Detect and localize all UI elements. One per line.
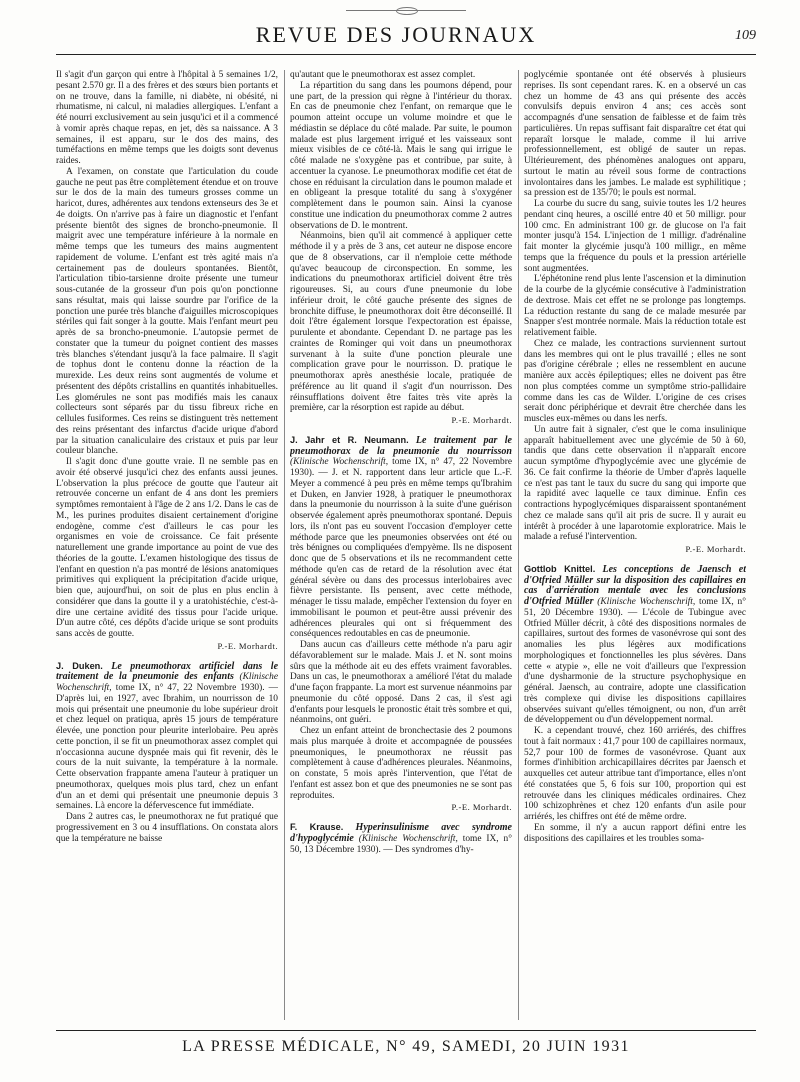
- article-author: Gottlob Knittel.: [524, 563, 596, 574]
- paragraph: qu'autant que le pneumothorax est assez complet.: [290, 70, 476, 80]
- signature: P.-E. Morhardt.: [451, 415, 512, 425]
- article-header: [524, 564, 746, 726]
- article-source: (Klinische Wochenschrift,: [597, 597, 696, 607]
- header-ornament: [346, 10, 466, 17]
- article-header: [290, 435, 512, 640]
- header-rule: [56, 54, 756, 55]
- article-source: (Klinische Wochenschrift,: [56, 672, 278, 693]
- column-2: [290, 70, 512, 1020]
- column-divider: [284, 70, 285, 1020]
- article-author: J. Duken.: [56, 660, 103, 671]
- paragraph: Néanmoins, bien qu'il ait commencé à appliquer cette méthode il y a près de 3 ans, cet auteur ne dispose encore que de 8 observations, car il n'emploie cette méthode qu'avec beaucoup de circonspection. En somme, les indications du pneumothorax artificiel doivent être très rigoureuses. Si, au cours d'une pneumonie du lobe inférieur droit, le côté gauche présente des signes de bronchite diffuse, le pneumothorax doit être déconseillé. Il doit l'être également lorsque l'expectoration est épaisse, purulente et abondante. Cependant D. ne partage pas les craintes de Rominger qui voit dans un pneumothorax survenant à la suite d'une ponction pleurale une complication grave pour le nourrisson. D. pratique le pneumothorax après anesthésie locale, pratiquée de préférence au lit quand il s'agit d'un nourrisson. Des réinsufflations doivent être faites très vite après la première, car la résorption est rapide au début.: [290, 231, 512, 414]
- article-header: [290, 822, 512, 855]
- article-body: tome IX, n° 50, 13 Décembre 1930). — Des syndromes d'hy-: [290, 833, 512, 855]
- article-title: Le pneumothorax artificiel dans le traitement de la pneumonie des enfants: [56, 660, 278, 683]
- article-body: tome IX, n° 51, 20 Décembre 1930). — L'école de Tubingue avec Otfried Müller décrit, à côté des dispositions normales de capillaires, surtout des formes de vasonévrose qui sont des anomalies les plus légères aux modifications morphologiques et fonctionnelles les plus sévères. Dans cette « atypie », elle ne voit d'ailleurs que l'expression d'une dysharmonie de la structure psychophysique en général. Jaensch, au contraire, adopte une classification très complexe qui divise les dispositions capillaires observées suivant qu'elles témoignent, ou non, d'un arrêt de développement ou d'un développement normal.: [524, 597, 746, 726]
- article-source: (Klinische Wochenschrift,: [358, 833, 458, 844]
- article-author: F. Krause.: [290, 822, 344, 832]
- page-title: REVUE DES JOURNAUX: [255, 22, 537, 47]
- column-3: [524, 70, 746, 1020]
- paragraph: Dans aucun cas d'ailleurs cette méthode n'a paru agir défavorablement sur le malade. Mais J. et N. sont moins sûrs que la méthode ait eu des effets vraiment favorables. Dans un cas, le pneumothorax a amélioré l'état du malade d'une façon frappante. La mort est survenue néanmoins par pneumonie du côté opposé. Dans 2 cas, il s'est agi d'enfants pour lesquels le pronostic était très sombre et qui, néanmoins, ont guéri.: [290, 640, 512, 726]
- page-footer: LA PRESSE MÉDICALE, N° 49, SAMEDI, 20 JUIN 1931: [182, 1038, 630, 1055]
- paragraph: poglycémie spontanée ont été observés à plusieurs reprises. Ils sont cependant rares. K. en a observé un cas chez un homme de 43 ans qui présente des accès convulsifs depuis environ 4 ans; ces accès sont accompagnés d'une sensation de faiblesse et de faim très particulières. Un repas suffisant fait disparaître cet état qui reparaît lorsque le malade, comme il lui arrive professionnellement, est obligé de sauter un repas. Ultérieurement, des phénomènes analogues ont apparu, surtout le matin au réveil sous forme de contractions involontaires dans les jambes. Le malade est syphilitique ; sa pression est de 135/70; le pouls est normal.: [524, 70, 746, 199]
- text-columns: [56, 70, 756, 1020]
- signature: P.-E. Morhardt.: [685, 544, 746, 554]
- signature: P.-E. Morhardt.: [217, 640, 278, 651]
- signature: P.-E. Morhardt.: [451, 802, 512, 813]
- paragraph: Dans 2 autres cas, le pneumothorax ne fut pratiqué que progressivement en 3 ou 4 insufflations. On constata alors que la température ne baisse: [56, 812, 278, 844]
- paragraph: Chez ce malade, les contractions surviennent surtout dans les membres qui ont le plus travaillé ; elles ne sont pas d'origine cérébrale ; elles ne ressemblent en aucune manière aux accès épileptiques; elles ne doivent pas être non plus comptées comme un symptôme strio-pallidaire comme dans les cas de Wilder. L'origine de ces crises serait donc périphérique et devrait être cherchée dans les muscles eux-mêmes ou dans les nerfs.: [524, 338, 746, 424]
- paragraph: Il s'agit d'un garçon qui entre à l'hôpital à 5 semaines 1/2, pesant 2.570 gr. Il a des frères et des sœurs bien portants et on ne trouve, dans la famille, ni diabète, ni obésité, ni rhumatisme, ni calcul, ni maladies allergiques. L'enfant a été nourri exclusivement au sein jusqu'ici et il a commencé à vomir après chaque repas, en jet, dès sa naissance. A 3 semaines, il est apparu, sur le dos des mains, des tuméfactions en même temps que les doigts sont devenus raides.: [56, 70, 278, 166]
- paragraph: Chez un enfant atteint de bronchectasie des 2 poumons mais plus marquée à droite et accompagnée de poussées pneumoniques, le pneumothorax ne réussit pas complètement à cause d'adhérences pleurales. Néanmoins, on constate, 5 mois après l'intervention, que l'état de l'enfant est assez bon et que des pneumonies ne se sont pas reproduites.: [290, 726, 512, 801]
- paragraph: A l'examen, on constate que l'articulation du coude gauche ne peut pas être complètement étendue et on trouve sur le dos de la main des tumeurs grosses comme un haricot, dures, adhérentes aux tendons extenseurs des 3e et 4e doigts. On n'arrive pas à faire un diagnostic et l'enfant présente bientôt des signes de broncho-pneumonie. Il maigrit avec une température inférieure à la normale en même temps que les tumeurs des mains augmentent rapidement de volume. L'enfant est très agité mais n'a certainement pas de douleurs spontanées. Bientôt, l'articulation tibio-tarsienne droite présente une tumeur sous-cutanée de la grosseur d'un pois qu'on ponctionne sans résultat, mais qui laisse sourdre par l'orifice de la ponction une purée très blanche d'aiguilles microscopiques stériles qui fait songer à la goutte. Mais l'enfant meurt peu après de sa broncho-pneumonie. L'autopsie permet de constater que la tumeur du poignet contient des masses très blanches s'étendant jusqu'à la face palmaire. Il s'agit de tophus dont le contenu donne la réaction de la murexide. Les deux reins sont augmentés de volume et présentent des dépôts cristallins en quantités inhabituelles. Les glomérules ne sont pas modifiés mais les canaux collecteurs sont séparés par du tissu fibreux riche en cellules fusiformes. Ces reins se distinguent très nettement des reins présentant des infarctus d'acide urique d'abord par la situation canaliculaire des cristaux et puis par leur couleur blanche.: [56, 166, 278, 457]
- article-author: J. Jahr et R. Neumann.: [290, 434, 409, 445]
- paragraph: La répartition du sang dans les poumons dépend, pour une part, de la pression qui règne à l'intérieur du thorax. En cas de pneumonie chez l'enfant, on remarque que le poumon atteint occupe un volume moindre et que le médiastin se déplace du côté malade. Par suite, le poumon malade est plus largement irrigué et les vaisseaux sont mieux visibles de ce côté-là. Mais le sang qui irrigue le côté malade ne s'oxygène pas et contribue, par suite, à accentuer la cyanose. Le pneumothorax modifie cet état de chose en réduisant la circulation dans le poumon malade et en obligeant la presque totalité du sang à s'oxygéner complètement dans le poumon sain. Ainsi la cyanose constitue une indication du pneumothorax comme 2 autres observations de D. le montrent.: [290, 80, 512, 231]
- article-title: Le traitement par le pneumothorax de la pneumonie du nourrisson: [290, 434, 512, 457]
- article-title: Les conceptions de Jaensch et d'Otfried Müller sur la disposition des capillaires en cas d'arriération mentale avec les conclusions d'Otfried Müller: [524, 563, 746, 607]
- paragraph: K. a cependant trouvé, chez 160 arriérés, des chiffres tout à fait normaux : 41,7 pour 100 de capillaires normaux, 52,7 pour 100 de formes de vasonévrose. Quant aux formes d'inhibition archicapillaires décrites par Jaensch et auxquelles cet auteur attribue tant d'importance, elles n'ont été constatées que 5, 6 fois sur 100, proportion qui est retrouvée dans les cliniques médicales ordinaires. Chez 100 schizophrènes et chez 120 enfants d'un asile pour arriérés, les chiffres ont été de même ordre.: [524, 726, 746, 822]
- article-body: tome IX, n° 47, 22 Novembre 1930). — J. et N. rapportent dans leur article que L.-F. Meyer a commencé à peu près en même temps qu'Ibrahim et Duken, en Janvier 1928, à pratiquer le pneumothorax dans la pneumonie du nourrisson à la suite d'une guérison observée également après pneumothorax spontané. Depuis lors, ils n'ont pas eu souvent l'occasion d'employer cette méthode parce que les pneumonies observées ont été ou très bénignes ou compliquées d'empyème. Ils ne disposent donc que de 5 observations et ils ne recommandent cette méthode qu'en cas de retard de la résolution avec état général sévère ou dans des processus interlobaires avec fièvre persistante. Ils pensent, avec cette méthode, ménager le tissu malade, empêcher l'extension du foyer en immobilisant le poumon et peut-être aussi prévenir des adhérences pleurales qui ont si fréquemment des conséquences redoutables en cas de pneumonie.: [290, 457, 512, 640]
- column-1: [56, 70, 278, 1020]
- article-title: Hyperinsulinisme avec syndrome d'hypoglycémie: [290, 822, 512, 844]
- paragraph: En somme, il n'y a aucun rapport défini entre les dispositions des capillaires et les troubles soma-: [524, 822, 746, 844]
- paragraph: La courbe du sucre du sang, suivie toutes les 1/2 heures pendant cinq heures, a oscillé entre 40 et 50 milligr. pour 100 cmc. En administrant 100 gr. de glucose on l'a fait monter jusqu'à 154. L'injection de 1 milligr. d'adrénaline fait monter la glycémie jusqu'à 100 milligr., en même temps que la fréquence du pouls et la pression artérielle sont augmentées.: [524, 199, 746, 274]
- footer-rule: [56, 1030, 756, 1031]
- column-divider: [518, 70, 519, 1020]
- article-header: [56, 661, 278, 813]
- paragraph: L'éphétonine rend plus lente l'ascension et la diminution de la courbe de la glycémie consécutive à l'administration de dextrose. Mais cet effet ne se prolonge pas longtemps. La réduction restante du sang de ce malade mesurée par Snapper s'est montrée normale. Mais la réduction totale est relativement faible.: [524, 274, 746, 338]
- journal-page: [56, 0, 756, 1082]
- page-number: 109: [735, 28, 756, 43]
- article-source: (Klinische Wochenschrift,: [290, 457, 389, 468]
- article-body: tome IX, n° 47, 22 Novembre 1930). — D'après lui, en 1927, avec Ibrahim, un nourrisson de 10 mois qui présentait une pneumonie du lobe supérieur droit et chez lequel on pratiqua, après 15 jours de température élevée, une ponction pour pleurite interlobaire. Peu après cette ponction, il se fit un pneumothorax assez complet qui n'occasionna aucune dyspnée mais qui fit revenir, dès le cours de la nuit suivante, la température à la normale. Cette observation frappante amena l'auteur à pratiquer un pneumothorax, quelques mois plus tard, chez un enfant d'un an et demi qui présentait une pneumonie depuis 3 semaines. Là encore la défervescence fut immédiate.: [56, 683, 278, 812]
- paragraph: Il s'agit donc d'une goutte vraie. Il ne semble pas en avoir été observé jusqu'ici chez des enfants aussi jeunes. L'observation la plus précoce de goutte que l'auteur ait retrouvée concerne un enfant de 4 ans dont les premiers symptômes remontaient à l'âge de 2 ans 1/2. Dans le cas de M., les purines produites disaient certainement d'origine endogène, comme c'est d'ailleurs le cas pour les organismes en voie de croissance. Ce fait présente naturellement une grande importance au point de vue des théories de la goutte. L'examen histologique des tissus de l'enfant en question n'a pas montré de lésions anatomiques primitives qui expliquent la précipitation d'acide urique, bien que, aujourd'hui, on soit de plus en plus enclin à considérer que dans la goutte il y a uratohistéchie, c'est-à-dire une certaine avidité des tissus pour l'acide urique. D'un autre côté, ces dépôts d'acide urique se sont produits sans accès de goutte.: [56, 457, 278, 639]
- paragraph: Un autre fait à signaler, c'est que le coma insulinique apparaît habituellement avec une glycémie de 50 à 60, tandis que dans cette observation il n'apparaît encore aucun symptôme d'hypoglycémie avec une glycémie de 36. Ce fait confirme la théorie de Umber d'après laquelle ce n'est pas tant le taux du sucre du sang qui importe que la rapidité avec laquelle ce taux diminue. Enfin ces contractions hypoglycémiques disparaissent spontanément chez ce malade sans qu'il ait pris de sucre. Il y aurait eu intérêt à procéder à une laparotomie exploratrice. Mais le malade a refusé l'intervention.: [524, 424, 746, 543]
